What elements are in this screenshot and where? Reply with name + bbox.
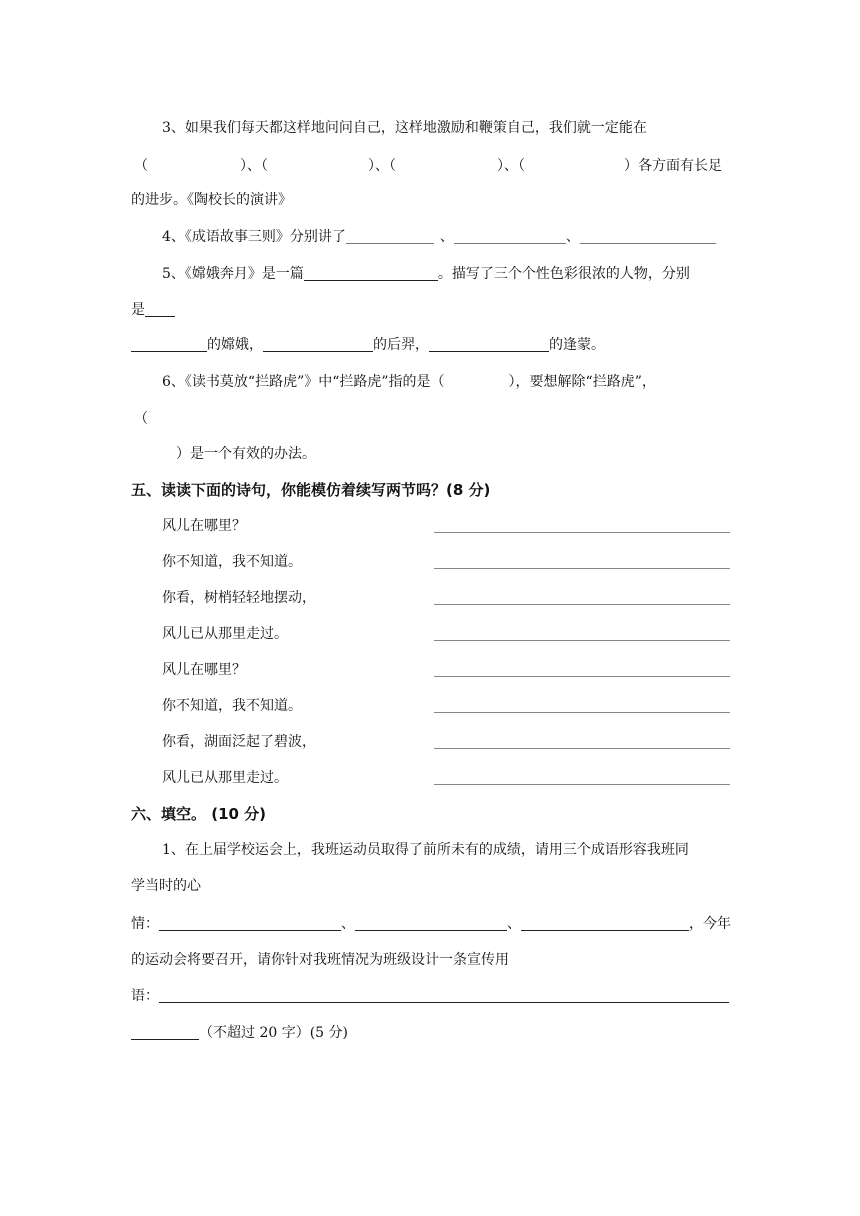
q3-line1: 3、如果我们每天都这样地问问自己，这样地激励和鞭策自己，我们就一定能在	[162, 120, 647, 136]
poem-line: 你不知道，我不知道。	[162, 554, 302, 570]
q5-prefix: 5、《嫦娥奔月》是一篇	[162, 266, 304, 282]
q4-blank-2[interactable]	[454, 229, 566, 244]
s6-q1-line2: 学当时的心	[131, 878, 201, 894]
poem-line: 你不知道，我不知道。	[162, 698, 302, 714]
q4-line	[162, 227, 716, 247]
q5-blank-genre[interactable]	[304, 266, 438, 281]
answer-line[interactable]	[434, 676, 730, 677]
answer-line[interactable]	[434, 748, 730, 749]
q3-paren-sep-2: ）、（	[368, 158, 396, 174]
q5-line1	[162, 264, 690, 284]
poem-line: 风儿在哪里？	[162, 662, 246, 678]
q5-line2: 是	[131, 300, 175, 320]
q4-blank-1[interactable]	[346, 229, 434, 244]
s6-q1-line5: 语：	[131, 986, 729, 1006]
slogan-blank[interactable]	[159, 988, 729, 1003]
q5-blank-change[interactable]	[131, 337, 207, 352]
poem-line: 你看，树梢轻轻地摆动，	[162, 590, 316, 606]
q5-blank-houyi[interactable]	[263, 337, 373, 352]
q3-line3: 的进步。《陶校长的演讲》	[131, 192, 292, 208]
poem-line: 风儿已从那里走过。	[162, 626, 288, 642]
q6-line1: 6、《读书莫放“拦路虎”》中“拦路虎”指的是（ ），要想解除“拦路虎”，	[162, 374, 656, 390]
answer-line[interactable]	[434, 604, 730, 605]
slogan-note: （不超过 20 字）(5 分)	[199, 1025, 348, 1041]
answer-line[interactable]	[434, 640, 730, 641]
q4-sep-2: 、	[565, 229, 580, 245]
q3-paren-sep-1: ）、（	[240, 158, 268, 174]
answer-line[interactable]	[434, 532, 730, 533]
poem-line: 你看，湖面泛起了碧波，	[162, 734, 316, 750]
q6-paren-open: （	[134, 411, 148, 427]
q3-paren-sep-3: ）、（	[497, 158, 525, 174]
poem-line: 风儿已从那里走过。	[162, 770, 288, 786]
q5-line3: 的嫦娥， 的后羿， 的逢蒙。	[131, 335, 605, 355]
s6-q1-line4: 的运动会将要召开，请你针对我班情况为班级设计一条宣传用	[131, 952, 509, 968]
q5-blank-lead[interactable]	[145, 302, 175, 317]
q6-line3: ）是一个有效的办法。	[176, 446, 316, 462]
q4-prefix: 4、《成语故事三则》分别讲了	[162, 229, 346, 245]
q4-blank-3[interactable]	[580, 229, 716, 244]
answer-line[interactable]	[434, 712, 730, 713]
section5-title: 五、读读下面的诗句，你能模仿着续写两节吗？(8 分)	[131, 481, 491, 499]
q5-suffix: 。描写了三个个性色彩很浓的人物，分别	[437, 266, 690, 282]
idiom-blank-1[interactable]	[159, 916, 341, 931]
q5-blank-fengmeng[interactable]	[429, 337, 549, 352]
q3-paren-end: ）各方面有长足	[624, 158, 722, 174]
slogan-blank-cont[interactable]	[131, 1025, 199, 1040]
q4-sep-1: 、	[439, 229, 454, 245]
s6-q1-line6	[131, 1023, 348, 1043]
idiom-blank-3[interactable]	[521, 916, 689, 931]
s6-q1-line1: 1、在上届学校运会上，我班运动员取得了前所未有的成绩，请用三个成语形容我班同	[162, 842, 689, 858]
section6-title: 六、填空。 (10 分)	[131, 805, 267, 823]
poem-line: 风儿在哪里？	[162, 518, 246, 534]
answer-line[interactable]	[434, 568, 730, 569]
answer-line[interactable]	[434, 784, 730, 785]
q3-paren-open: （	[134, 158, 148, 174]
s6-q1-line3: 情： 、 、 ，今年	[131, 916, 731, 932]
idiom-blank-2[interactable]	[355, 916, 507, 931]
